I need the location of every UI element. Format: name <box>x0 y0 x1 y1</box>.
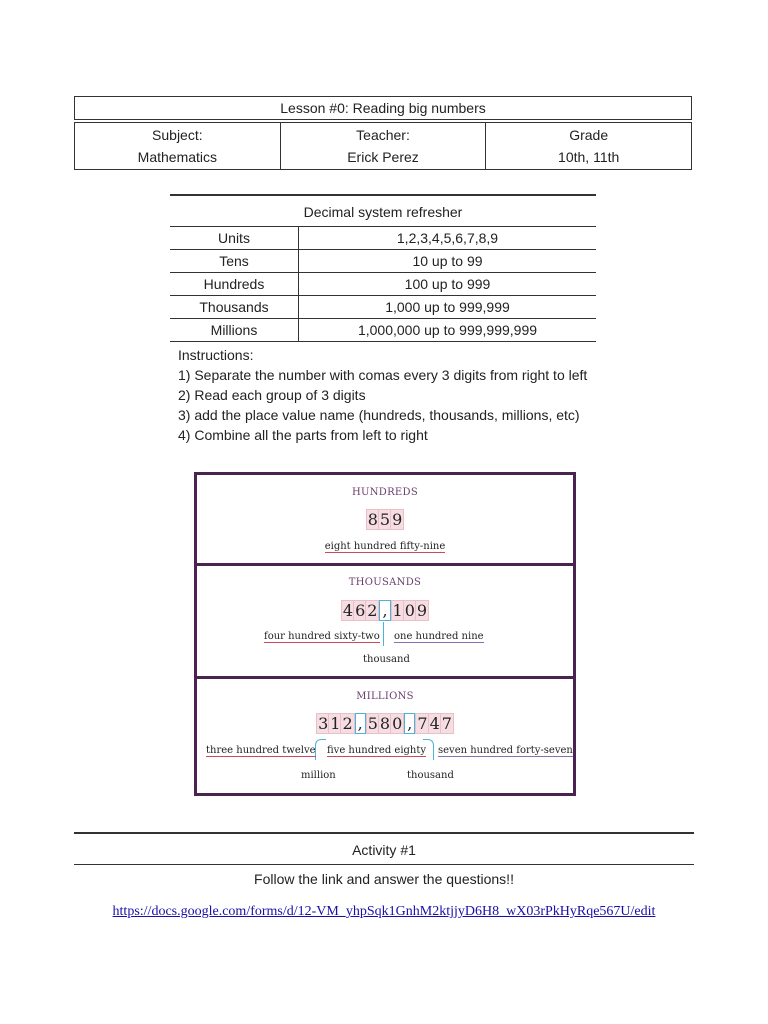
digit: 2 <box>342 714 353 733</box>
google-form-link[interactable]: https://docs.google.com/forms/d/12-VM_yhpSqk1GnhM2ktjjyD6H8_wX03rPkHyRqe567U/edit <box>112 904 656 919</box>
decimal-system-table <box>170 194 596 342</box>
table-row <box>170 273 596 296</box>
place-range: 1,000 up to 999,999 <box>385 299 510 315</box>
teacher-label: Teacher: <box>356 127 410 143</box>
instruction-step: 3) add the place value name (hundreds, thousands, millions, etc) <box>178 407 580 423</box>
table-row <box>170 296 596 319</box>
thousands-section <box>197 566 573 676</box>
words-text: one hundred nine <box>394 631 484 642</box>
digit: 4 <box>342 601 354 620</box>
millions-number <box>197 713 573 734</box>
digit: 0 <box>392 714 403 733</box>
comma-separator: , <box>355 713 366 734</box>
digit: 0 <box>404 601 415 620</box>
bracket-line <box>315 739 326 760</box>
comma-separator: , <box>379 600 390 621</box>
hundreds-words-text: eight hundred fifty-nine <box>324 541 446 552</box>
thousand-label: thousand <box>407 770 454 781</box>
activity-section <box>74 832 694 887</box>
place-name: Millions <box>170 319 299 341</box>
place-range: 10 up to 99 <box>412 253 483 269</box>
hundreds-section <box>197 475 573 563</box>
words-text: three hundred twelve <box>206 745 316 756</box>
place-value-figure <box>194 472 576 796</box>
digit: 5 <box>367 714 378 733</box>
digit: 6 <box>355 601 366 620</box>
lesson-header-table <box>74 96 692 169</box>
teacher-value: Erick Perez <box>347 149 419 165</box>
words-text: five hundred eighty <box>327 745 427 756</box>
digit: 5 <box>379 510 391 529</box>
digit: 8 <box>379 714 391 733</box>
hundreds-number <box>197 509 573 530</box>
table-row <box>170 250 596 273</box>
place-range: 1,2,3,4,5,6,7,8,9 <box>396 230 499 246</box>
subject-value: Mathematics <box>137 149 218 165</box>
instruction-step: 4) Combine all the parts from left to right <box>178 427 428 443</box>
bracket-line <box>383 622 384 646</box>
teacher-cell <box>281 123 487 169</box>
comma-separator: , <box>404 713 415 734</box>
thousand-label: thousand <box>363 654 410 665</box>
digit: 9 <box>416 601 428 620</box>
millions-title: MILLIONS <box>356 691 414 702</box>
lesson-info-row <box>74 122 692 170</box>
thousands-number <box>197 600 573 621</box>
thousands-words-left <box>264 631 380 642</box>
grade-cell <box>486 123 691 169</box>
digit: 3 <box>318 714 329 733</box>
instruction-step: 1) Separate the number with comas every 3 digits from right to left <box>178 367 588 383</box>
place-name: Hundreds <box>170 273 299 295</box>
grade-label: Grade <box>569 127 609 143</box>
thousands-title: THOUSANDS <box>348 577 422 588</box>
grade-value: 10th, 11th <box>558 149 620 165</box>
words-text: seven hundred forty-seven <box>438 745 573 756</box>
digit: 2 <box>367 601 378 620</box>
millions-words-3 <box>438 745 573 756</box>
table-row <box>170 319 596 342</box>
place-range: 100 up to 999 <box>404 276 491 292</box>
hundreds-words <box>197 541 573 552</box>
digit: 1 <box>392 601 403 620</box>
instructions <box>178 345 587 445</box>
place-range: 1,000,000 up to 999,999,999 <box>357 322 538 338</box>
place-name: Tens <box>170 250 299 272</box>
millions-section <box>197 679 573 793</box>
lesson-title: Lesson #0: Reading big numbers <box>74 96 692 120</box>
million-label: million <box>301 770 336 781</box>
thousands-words-right <box>394 631 484 642</box>
words-text: four hundred sixty-two <box>264 631 380 642</box>
digit: 9 <box>392 510 403 529</box>
digit: 7 <box>441 714 452 733</box>
millions-words-1 <box>206 745 316 756</box>
digit: 7 <box>417 714 428 733</box>
millions-words-2 <box>327 745 426 756</box>
subject-label: Subject: <box>152 127 203 143</box>
digit: 1 <box>330 714 341 733</box>
decimal-table-title: Decimal system refresher <box>170 194 596 227</box>
activity-title: Activity #1 <box>74 832 694 865</box>
activity-instructions: Follow the link and answer the questions!! <box>254 871 514 887</box>
hundreds-title: HUNDREDS <box>351 487 418 498</box>
digit: 4 <box>429 714 440 733</box>
place-name: Thousands <box>170 296 299 318</box>
place-name: Units <box>170 227 299 249</box>
instruction-step: 2) Read each group of 3 digits <box>178 387 366 403</box>
table-row <box>170 227 596 250</box>
subject-cell <box>75 123 281 169</box>
digit: 8 <box>367 510 378 529</box>
instructions-heading: Instructions: <box>178 347 254 363</box>
